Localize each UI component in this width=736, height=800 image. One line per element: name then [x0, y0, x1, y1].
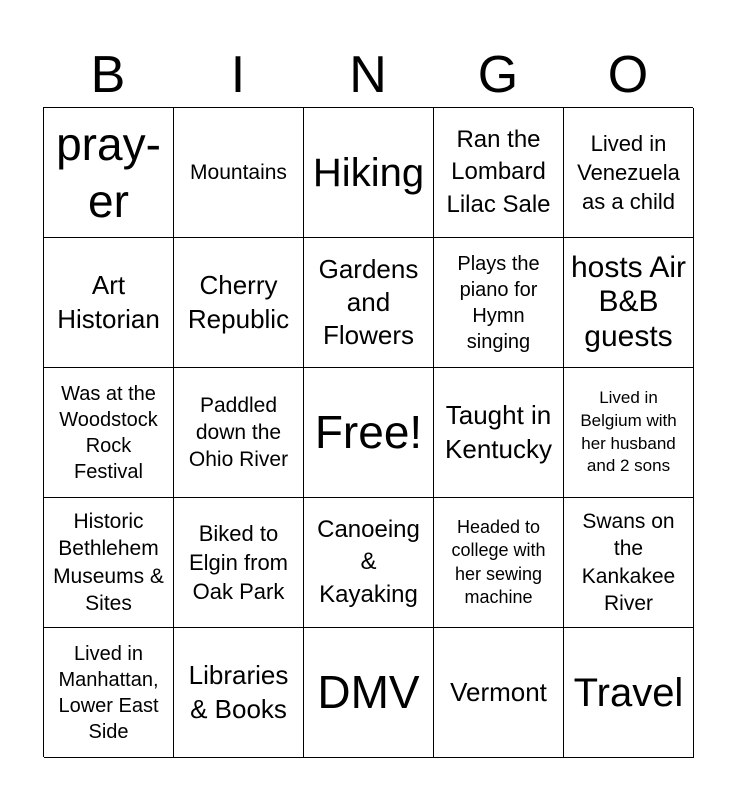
- cell-text: Swans on the Kankakee River: [581, 509, 676, 615]
- cell-text: DMV: [317, 666, 420, 719]
- cell-text: Ran the Lombard Lilac Sale: [446, 125, 551, 218]
- bingo-cell[interactable]: [434, 628, 564, 758]
- free-space-text: Free!: [314, 406, 423, 459]
- bingo-header: [43, 44, 693, 106]
- bingo-cell[interactable]: [44, 238, 174, 368]
- cell-text: Gardens and Flowers: [318, 253, 419, 351]
- bingo-cell[interactable]: [564, 628, 694, 758]
- cell-text: Plays the piano for Hymn singing: [457, 252, 540, 353]
- bingo-cell[interactable]: [304, 238, 434, 368]
- header-letter-o: O: [607, 46, 649, 104]
- bingo-cell[interactable]: [564, 238, 694, 368]
- bingo-cell[interactable]: [564, 498, 694, 628]
- cell-text: Paddled down the Ohio River: [188, 393, 289, 472]
- cell-text: pray-er: [56, 118, 161, 227]
- bingo-cell[interactable]: [304, 108, 434, 238]
- cell-text: Hiking: [312, 150, 425, 195]
- cell-text: Libraries & Books: [188, 660, 289, 724]
- bingo-cell[interactable]: [44, 108, 174, 238]
- cell-text: Cherry Republic: [187, 270, 290, 334]
- cell-text: Lived in Manhattan, Lower East Side: [58, 642, 159, 743]
- bingo-cell[interactable]: [304, 498, 434, 628]
- bingo-cell[interactable]: [44, 498, 174, 628]
- bingo-cell[interactable]: [564, 368, 694, 498]
- bingo-cell[interactable]: [44, 628, 174, 758]
- bingo-cell[interactable]: [174, 238, 304, 368]
- cell-text: Mountains: [190, 160, 287, 184]
- bingo-board: [43, 107, 693, 757]
- bingo-cell[interactable]: [44, 368, 174, 498]
- cell-text: Biked to Elgin from Oak Park: [188, 520, 289, 605]
- bingo-cell[interactable]: [434, 108, 564, 238]
- bingo-cell[interactable]: [434, 238, 564, 368]
- cell-text: Travel: [573, 670, 684, 715]
- bingo-cell[interactable]: [434, 498, 564, 628]
- cell-text: hosts Air B&B guests: [570, 250, 687, 353]
- bingo-cell[interactable]: [304, 628, 434, 758]
- cell-text: Taught in Kentucky: [445, 400, 552, 464]
- cell-text: Was at the Woodstock Rock Festival: [59, 382, 158, 483]
- cell-text: Canoeing & Kayaking: [317, 515, 420, 608]
- header-letter-i: I: [230, 46, 246, 104]
- header-letter-g: G: [477, 46, 519, 104]
- bingo-cell[interactable]: [174, 628, 304, 758]
- bingo-cell[interactable]: [564, 108, 694, 238]
- bingo-cell[interactable]: [174, 368, 304, 498]
- cell-text: Historic Bethlehem Museums & Sites: [53, 509, 164, 615]
- header-letter-n: N: [349, 46, 387, 104]
- cell-text: Art Historian: [57, 270, 160, 334]
- cell-text: Lived in Venezuela as a child: [577, 130, 680, 215]
- bingo-cell[interactable]: [174, 108, 304, 238]
- cell-text: Headed to college with her sewing machine: [451, 516, 546, 607]
- bingo-cell[interactable]: [434, 368, 564, 498]
- header-letter-b: B: [90, 46, 126, 104]
- bingo-cell[interactable]: [174, 498, 304, 628]
- bingo-cell free-space[interactable]: [304, 368, 434, 498]
- cell-text: Vermont: [450, 676, 547, 707]
- cell-text: Lived in Belgium with her husband and 2 sons: [580, 387, 677, 476]
